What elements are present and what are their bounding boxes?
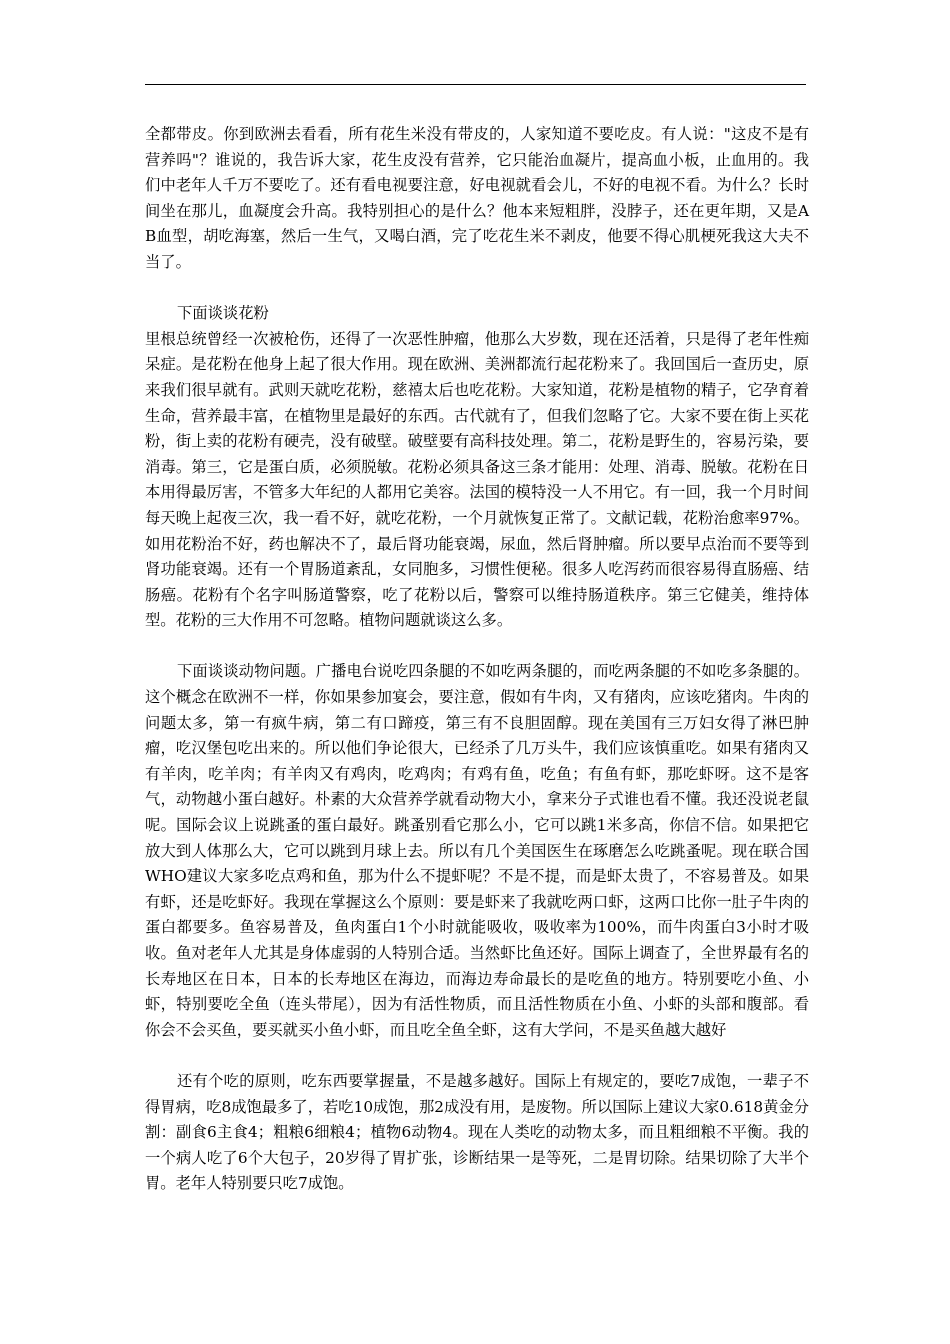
paragraph-spacer [145,634,809,660]
paragraph-pollen: 里根总统曾经一次被枪伤，还得了一次恶性肿瘤，他那么大岁数，现在还活着，只是得了老年性痴呆症。是花粉在他身上起了很大作用。现在欧洲、美洲都流行起花粉来了。我回国后一查历史，原来我们很早就有。武则天就吃花粉，慈禧太后也吃花粉。大家知道，花粉是植物的精子，它孕育着生命，营养最丰富，在植物里是最好的东西。古代就有了，但我们忽略了它。大家不要在街上买花粉，街上卖的花粉有硬壳，没有破壁。破壁要有高科技处理。第二，花粉是野生的，容易污染，要消毒。第三，它是蛋白质，必须脱敏。花粉必须具备这三条才能用：处理、消毒、脱敏。花粉在日本用得最厉害，不管多大年纪的人都用它美容。法国的模特没一人不用它。有一回，我一个月时间每天晚上起夜三次，我一看不好，就吃花粉，一个月就恢复正常了。文献记载，花粉治愈率97%。如用花粉治不好，药也解决不了，最后肾功能衰竭，尿血，然后肾肿瘤。所以要早点治而不要等到肾功能衰竭。还有一个胃肠道紊乱，女同胞多，习惯性便秘。很多人吃泻药而很容易得直肠癌、结肠癌。花粉有个名字叫肠道警察，吃了花粉以后，警察可以维持肠道秩序。第三它健美，维持体型。花粉的三大作用不可忽略。植物问题就谈这么多。 [145,329,809,630]
paragraph-animals: 下面谈谈动物问题。广播电台说吃四条腿的不如吃两条腿的，而吃两条腿的不如吃多条腿的。这个概念在欧洲不一样，你如果参加宴会，要注意，假如有牛肉，又有猪肉，应该吃猪肉。牛肉的问题太多，第一有疯牛病，第二有口蹄疫，第三有不良胆固醇。现在美国有三万妇女得了淋巴肿瘤，吃汉堡包吃出来的。所以他们争论很大，已经杀了几万头牛，我们应该慎重吃。如果有猪肉又有羊肉，吃羊肉；有羊肉又有鸡肉，吃鸡肉；有鸡有鱼，吃鱼；有鱼有虾，那吃虾呀。这不是客气，动物越小蛋白越好。朴素的大众营养学就看动物大小，拿来分子式谁也看不懂。我还没说老鼠呢。国际会议上说跳蚤的蛋白最好。跳蚤别看它那么小，它可以跳1米多高，你信不信。如果把它放大到人体那么大，它可以跳到月球上去。所以有几个美国医生在琢磨怎么吃跳蚤呢。现在联合国WHO建议大家多吃点鸡和鱼，那为什么不提虾呢？不是不提，而是虾太贵了，不容易普及。如果有虾，还是吃虾好。我现在掌握这么个原则：要是虾来了我就吃两口虾，这两口比你一肚子牛肉的蛋白都要多。鱼容易普及，鱼肉蛋白1个小时就能吸收，吸收率为100%，而牛肉蛋白3小时才吸收。鱼对老年人尤其是身体虚弱的人特别合适。当然虾比鱼还好。国际上调查了，全世界最有名的长寿地区在日本，日本的长寿地区在海边，而海边寿命最长的是吃鱼的地方。特别要吃小鱼、小虾，特别要吃全鱼（连头带尾），因为有活性物质，而且活性物质在小鱼、小虾的头部和腹部。看你会不会买鱼，要买就买小鱼小虾，而且吃全鱼全虾，这有大学问，不是买鱼越大越好 [145,662,809,1039]
paragraph-peanut-skin: 全都带皮。你到欧洲去看看，所有花生米没有带皮的，人家知道不要吃皮。有人说："这皮不是有营养吗"？谁说的，我告诉大家，花生皮没有营养，它只能治血凝片，提高血小板，止血用的。我们中老年人千万不要吃了。还有看电视要注意，好电视就看会儿，不好的电视不看。为什么？长时间坐在那儿，血凝度会升高。我特别担心的是什么？他本来短粗胖，没脖子，还在更年期，又是AB血型，胡吃海塞，然后一生气，又喝白酒，完了吃花生米不剥皮，他要不得心肌梗死我这大夫不当了。 [145,125,809,271]
document-body [145,122,809,1197]
header-rule [145,84,806,85]
paragraph-spacer [145,276,809,302]
section-heading-pollen: 下面谈谈花粉 [177,304,269,323]
paragraph-eating-principle: 还有个吃的原则，吃东西要掌握量，不是越多越好。国际上有规定的，要吃7成饱，一辈子不得胃病，吃8成饱最多了，若吃10成饱，那2成没有用，是废物。所以国际上建议大家0.618黄金分割：副食6主食4；粗粮6细粮4；植物6动物4。现在人类吃的动物太多，而且粗细粮不平衡。我的一个病人吃了6个大包子，20岁得了胃扩张，诊断结果一是等死，二是胃切除。结果切除了大半个胃。老年人特别要只吃7成饱。 [145,1071,810,1193]
paragraph-spacer [145,1043,809,1069]
